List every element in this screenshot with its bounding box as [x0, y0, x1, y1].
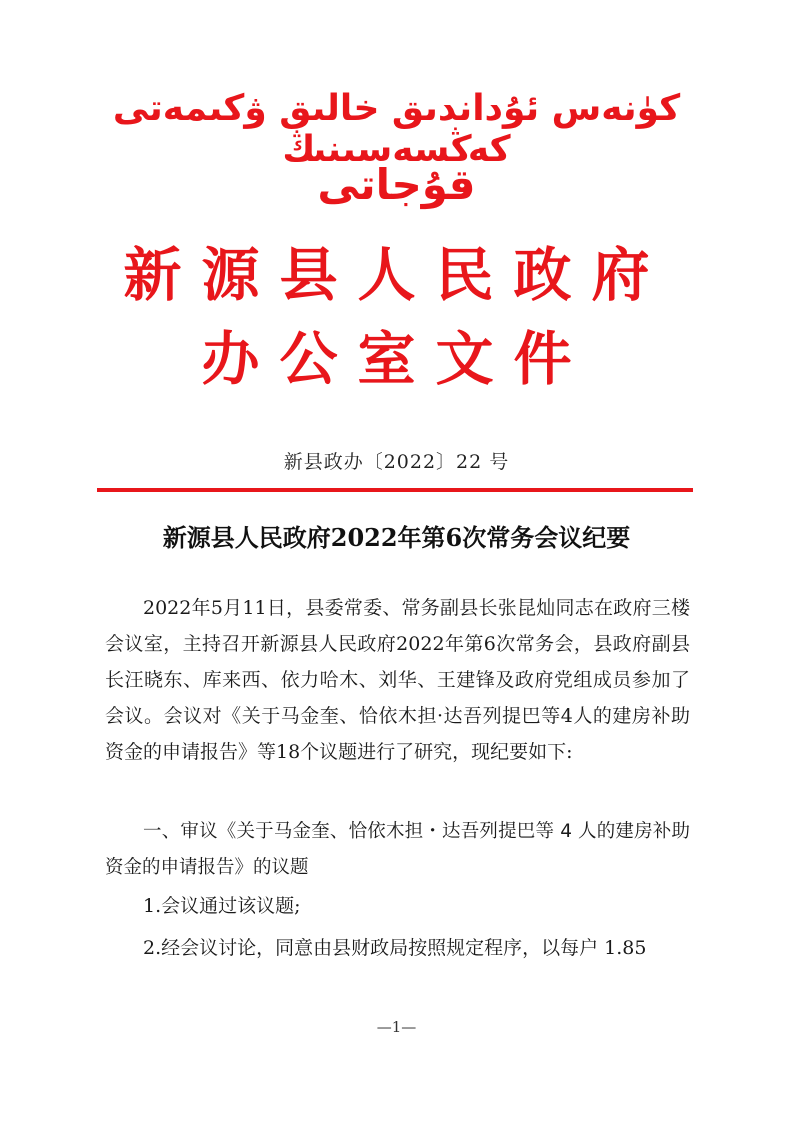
- document-title: 新源县人民政府2022年第6次常务会议纪要: [162, 523, 631, 552]
- list-item-2: 2.经会议讨论，同意由县财政局按照规定程序，以每户 1.85: [143, 937, 647, 959]
- uyghur-header-line1: كۈنەس ئۇداندىق خالىق ۋكىمەتى كەڭسەسىنىڭ: [112, 88, 681, 170]
- issuer-title-line1: 新源县人民政府: [123, 241, 670, 309]
- body-paragraph-intro: 2022年5月11日，县委常委、常务副县长张昆灿同志在政府三楼会议室，主持召开新源县人民政府2022年第6次常务会，县政府副县长汪晓东、库来西、依力哈木、刘华、王建锋及政府党组成员参加了会议。会议对《关于马金奎、恰依木担·达吾列提巴等4人的建房补助资金的申请报告》等18个议题进行了研究，现纪要如下:: [105, 597, 690, 763]
- page-number: —1—: [376, 1018, 417, 1036]
- section-heading-1: 一、审议《关于马金奎、恰依木担・达吾列提巴等 4 人的建房补助资金的申请报告》的议题: [105, 821, 690, 878]
- uyghur-header-line2: قۇجاتى: [317, 160, 476, 209]
- red-divider-rule: [97, 488, 693, 492]
- issuer-title-line2: 办公室文件: [201, 325, 592, 393]
- document-number: 新县政办〔2022〕22 号: [283, 451, 510, 473]
- list-item-1: 1.会议通过该议题;: [143, 895, 301, 917]
